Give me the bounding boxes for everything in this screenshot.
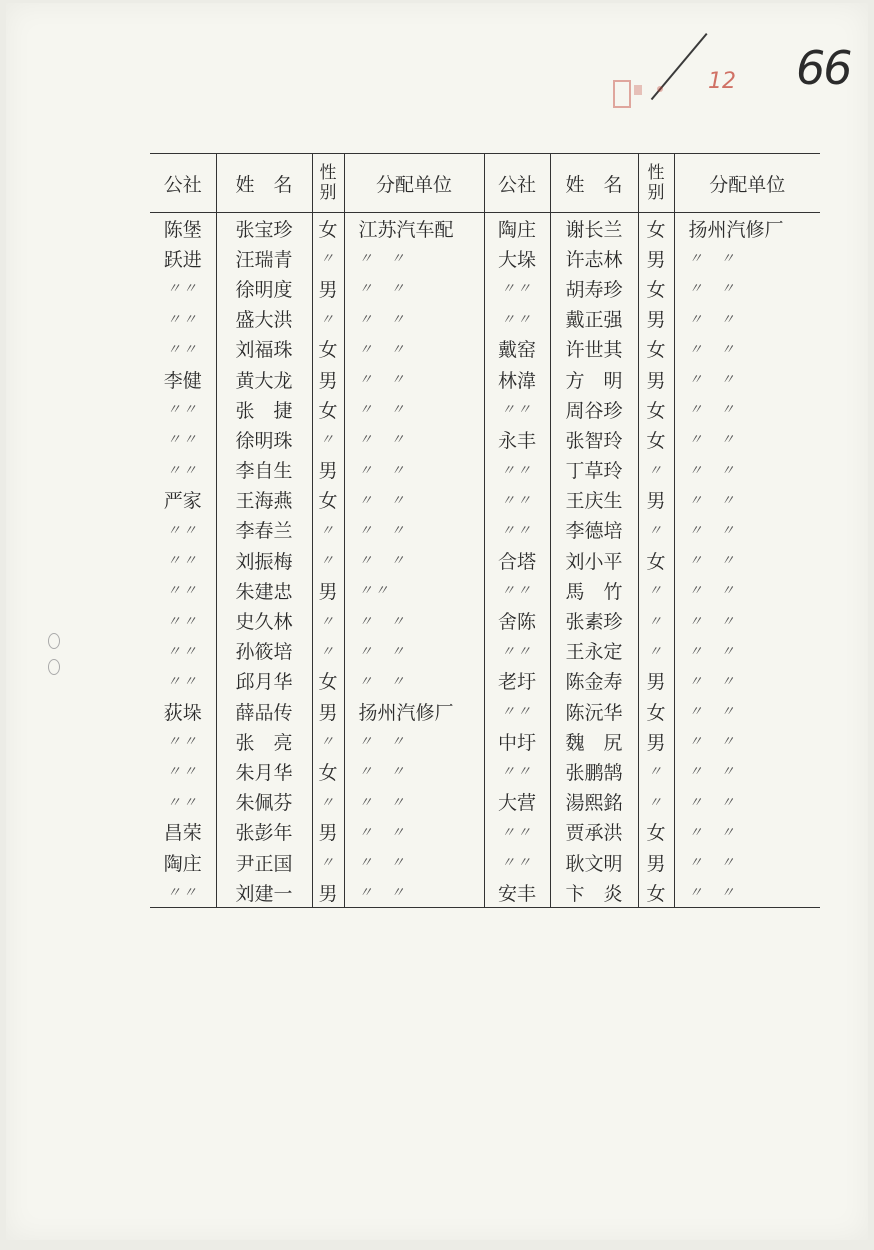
binding-holes [48,633,62,693]
table-row [150,696,820,726]
left-name-cell: 盛大洪 [216,304,312,334]
right-name-cell: 李德培 [550,515,638,545]
table-row [150,666,820,696]
left-commune-cell: 严家 [163,490,202,513]
left-unit-cell: 〃 〃 [344,304,484,334]
right-unit-cell: 扬州汽修厂 [674,213,820,244]
left-unit-cell: 〃 〃 [344,847,484,877]
right-sex-cell: 女 [638,394,674,424]
left-sex-cell: 女 [312,334,344,364]
table-row [150,515,820,545]
right-unit-cell: 〃 〃 [674,545,820,575]
right-unit-cell: 〃 〃 [674,847,820,877]
left-commune-cell: 〃〃 [166,281,199,298]
left-sex-cell: 女 [312,756,344,786]
left-name-cell: 朱月华 [216,756,312,786]
right-sex-cell: 〃 [638,636,674,666]
left-commune-cell: 〃〃 [166,764,199,781]
right-unit-cell: 〃 〃 [674,636,820,666]
left-commune-cell: 李健 [163,369,202,392]
left-sex-cell: 男 [312,696,344,726]
right-name-cell: 卞 炎 [550,877,638,908]
header-name-right: 姓 名 [550,154,638,213]
left-sex-cell: 〃 [312,605,344,635]
right-unit-cell: 〃 〃 [674,515,820,545]
right-name-cell: 陈金寿 [550,666,638,696]
left-commune-cell: 〃〃 [166,734,199,751]
left-unit-cell: 扬州汽修厂 [344,696,484,726]
right-sex-cell: 女 [638,334,674,364]
right-commune-cell: 〃〃 [484,847,550,877]
table-row [150,455,820,485]
left-name-cell: 尹正国 [216,847,312,877]
left-name-cell: 朱建忠 [216,575,312,605]
left-sex-cell: 男 [312,817,344,847]
right-unit-cell: 〃 〃 [674,575,820,605]
left-commune-cell: 〃〃 [166,462,199,479]
right-sex-cell: 〃 [638,455,674,485]
left-sex-cell: 女 [312,394,344,424]
right-sex-cell: 男 [638,485,674,515]
right-unit-cell: 〃 〃 [674,756,820,786]
right-name-cell: 许世其 [550,334,638,364]
right-commune-cell: 〃〃 [484,575,550,605]
right-sex-cell: 〃 [638,605,674,635]
binding-hole [48,633,60,649]
right-name-cell: 王庆生 [550,485,638,515]
right-sex-cell: 男 [638,364,674,394]
right-commune-cell: 林湋 [484,364,550,394]
stamp-number: 12 [708,69,736,94]
right-name-cell: 方 明 [550,364,638,394]
right-sex-cell: 女 [638,424,674,454]
table-row [150,817,820,847]
right-sex-cell: 女 [638,696,674,726]
right-unit-cell: 〃 〃 [674,817,820,847]
header-name: 姓 名 [216,154,312,213]
right-commune-cell: 大营 [484,787,550,817]
left-sex-cell: 〃 [312,847,344,877]
left-commune-cell: 〃〃 [166,643,199,660]
right-commune-cell: 中圩 [484,726,550,756]
left-name-cell: 张彭年 [216,817,312,847]
left-unit-cell: 〃 〃 [344,545,484,575]
left-unit-cell: 〃 〃 [344,515,484,545]
right-sex-cell: 女 [638,273,674,303]
left-unit-cell: 〃 〃 [344,273,484,303]
left-name-cell: 张 捷 [216,394,312,424]
right-commune-cell: 〃〃 [484,304,550,334]
table-row [150,364,820,394]
right-commune-cell: 戴窑 [484,334,550,364]
right-commune-cell: 舍陈 [484,605,550,635]
right-commune-cell: 〃〃 [484,636,550,666]
left-unit-cell: 〃 〃 [344,787,484,817]
left-name-cell: 黄大龙 [216,364,312,394]
right-unit-cell: 〃 〃 [674,666,820,696]
table-body [150,213,820,908]
right-commune-cell: 〃〃 [484,394,550,424]
right-sex-cell: 女 [638,817,674,847]
right-unit-cell: 〃 〃 [674,726,820,756]
left-name-cell: 李春兰 [216,515,312,545]
right-unit-cell: 〃 〃 [674,485,820,515]
right-sex-cell: 男 [638,666,674,696]
table-row [150,756,820,786]
left-name-cell: 孙筱培 [216,636,312,666]
right-name-cell: 魏 尻 [550,726,638,756]
right-name-cell: 丁草玲 [550,455,638,485]
table-row [150,394,820,424]
left-name-cell: 薛品传 [216,696,312,726]
table-row [150,243,820,273]
left-unit-cell: 〃 〃 [344,817,484,847]
left-unit-cell: 〃 〃 [344,455,484,485]
left-commune-cell: 陈堡 [163,218,202,241]
right-sex-cell: 女 [638,545,674,575]
right-sex-cell: 〃 [638,515,674,545]
right-name-cell: 陈沅华 [550,696,638,726]
left-name-cell: 张宝珍 [216,213,312,244]
left-sex-cell: 女 [312,485,344,515]
right-sex-cell: 〃 [638,756,674,786]
table-row [150,213,820,244]
left-name-cell: 张 亮 [216,726,312,756]
left-commune-cell: 〃〃 [166,311,199,328]
right-unit-cell: 〃 〃 [674,273,820,303]
header-unit: 分配单位 [344,154,484,213]
right-name-cell: 张智玲 [550,424,638,454]
left-commune-cell: 〃〃 [166,402,199,419]
left-unit-cell: 〃 〃 [344,756,484,786]
right-unit-cell: 〃 〃 [674,394,820,424]
right-name-cell: 湯熙銘 [550,787,638,817]
right-name-cell: 周谷珍 [550,394,638,424]
assignment-table [150,153,820,908]
table-row [150,726,820,756]
left-unit-cell: 〃 〃 [344,394,484,424]
right-sex-cell: 男 [638,726,674,756]
right-sex-cell: 男 [638,847,674,877]
left-unit-cell: 〃 〃 [344,877,484,908]
document-page [6,3,868,1240]
left-sex-cell: 女 [312,666,344,696]
header-sex [312,154,344,213]
table-row [150,545,820,575]
right-commune-cell: 〃〃 [484,756,550,786]
right-sex-cell: 男 [638,243,674,273]
right-commune-cell: 永丰 [484,424,550,454]
left-unit-cell: 〃 〃 [344,636,484,666]
right-commune-cell: 合塔 [484,545,550,575]
table-row [150,575,820,605]
left-commune-cell: 〃〃 [166,583,199,600]
left-sex-cell: 男 [312,273,344,303]
right-commune-cell: 〃〃 [484,273,550,303]
left-name-cell: 徐明度 [216,273,312,303]
left-unit-cell: 江苏汽车配 [344,213,484,244]
left-sex-cell: 〃 [312,545,344,575]
right-commune-cell: 〃〃 [484,817,550,847]
right-unit-cell: 〃 〃 [674,787,820,817]
left-sex-cell: 男 [312,575,344,605]
left-sex-cell: 男 [312,364,344,394]
left-unit-cell: 〃 〃 [344,424,484,454]
right-name-cell: 胡寿珍 [550,273,638,303]
left-unit-cell: 〃 〃 [344,243,484,273]
left-commune-cell: 〃〃 [166,522,199,539]
left-sex-cell: 女 [312,213,344,244]
right-unit-cell: 〃 〃 [674,455,820,485]
right-sex-cell: 女 [638,213,674,244]
left-name-cell: 王海燕 [216,485,312,515]
table-row [150,273,820,303]
right-unit-cell: 〃 〃 [674,877,820,908]
right-unit-cell: 〃 〃 [674,334,820,364]
table-header-row [150,154,820,213]
right-commune-cell: 安丰 [484,877,550,908]
header-commune: 公社 [150,154,216,213]
left-unit-cell: 〃 〃 [344,726,484,756]
header-commune-right: 公社 [484,154,550,213]
right-unit-cell: 〃 〃 [674,605,820,635]
red-stamp [604,63,736,115]
left-commune-cell: 昌荣 [163,822,202,845]
left-commune-cell: 跃进 [163,248,202,271]
binding-hole [48,659,60,675]
left-sex-cell: 〃 [312,304,344,334]
right-sex-cell: 女 [638,877,674,908]
right-name-cell: 戴正强 [550,304,638,334]
right-commune-cell: 陶庄 [484,213,550,244]
right-unit-cell: 〃 〃 [674,424,820,454]
right-name-cell: 许志林 [550,243,638,273]
left-unit-cell: 〃 〃 [344,334,484,364]
right-commune-cell: 〃〃 [484,515,550,545]
left-commune-cell: 〃〃 [166,673,199,690]
left-name-cell: 刘振梅 [216,545,312,575]
right-commune-cell: 大垛 [484,243,550,273]
right-name-cell: 刘小平 [550,545,638,575]
left-sex-cell: 男 [312,455,344,485]
right-name-cell: 王永定 [550,636,638,666]
right-name-cell: 馬 竹 [550,575,638,605]
assignment-table-container [150,153,820,908]
left-sex-cell: 〃 [312,726,344,756]
table-row [150,424,820,454]
right-commune-cell: 〃〃 [484,696,550,726]
left-name-cell: 邱月华 [216,666,312,696]
table-row [150,334,820,364]
left-commune-cell: 陶庄 [163,852,202,875]
left-unit-cell: 〃 〃 [344,666,484,696]
table-row [150,605,820,635]
left-commune-cell: 〃〃 [166,341,199,358]
right-name-cell: 张素珍 [550,605,638,635]
header-sex-right [638,154,674,213]
left-name-cell: 徐明珠 [216,424,312,454]
right-name-cell: 张鹏鹄 [550,756,638,786]
left-sex-cell: 〃 [312,424,344,454]
left-name-cell: 朱佩芬 [216,787,312,817]
left-name-cell: 刘建一 [216,877,312,908]
left-sex-cell: 〃 [312,243,344,273]
right-commune-cell: 老圩 [484,666,550,696]
table-row [150,877,820,908]
left-name-cell: 李自生 [216,455,312,485]
left-name-cell: 汪瑞青 [216,243,312,273]
left-unit-cell: 〃 〃 [344,364,484,394]
left-commune-cell: 〃〃 [166,613,199,630]
table-row [150,636,820,666]
left-commune-cell: 荻垛 [163,701,202,724]
left-sex-cell: 〃 [312,515,344,545]
left-sex-cell: 男 [312,877,344,908]
left-unit-cell: 〃〃 [344,575,484,605]
left-commune-cell: 〃〃 [166,432,199,449]
left-name-cell: 刘福珠 [216,334,312,364]
left-name-cell: 史久林 [216,605,312,635]
left-sex-cell: 〃 [312,787,344,817]
right-sex-cell: 男 [638,304,674,334]
right-name-cell: 贾承洪 [550,817,638,847]
left-unit-cell: 〃 〃 [344,605,484,635]
left-unit-cell: 〃 〃 [344,485,484,515]
right-name-cell: 谢长兰 [550,213,638,244]
right-unit-cell: 〃 〃 [674,364,820,394]
table-row [150,304,820,334]
left-commune-cell: 〃〃 [166,794,199,811]
header-sex-label-right: 性别 [647,163,665,203]
left-commune-cell: 〃〃 [166,553,199,570]
right-unit-cell: 〃 〃 [674,243,820,273]
table-row [150,485,820,515]
left-commune-cell: 〃〃 [150,877,216,908]
right-unit-cell: 〃 〃 [674,304,820,334]
right-sex-cell: 〃 [638,575,674,605]
right-sex-cell: 〃 [638,787,674,817]
header-sex-label: 性别 [319,163,337,203]
right-unit-cell: 〃 〃 [674,696,820,726]
header-unit-right: 分配单位 [674,154,820,213]
table-row [150,787,820,817]
right-name-cell: 耿文明 [550,847,638,877]
left-sex-cell: 〃 [312,636,344,666]
right-commune-cell: 〃〃 [484,455,550,485]
page-number: 66 [796,41,851,95]
table-row [150,847,820,877]
right-commune-cell: 〃〃 [484,485,550,515]
stamp-mark-icon [604,63,674,115]
